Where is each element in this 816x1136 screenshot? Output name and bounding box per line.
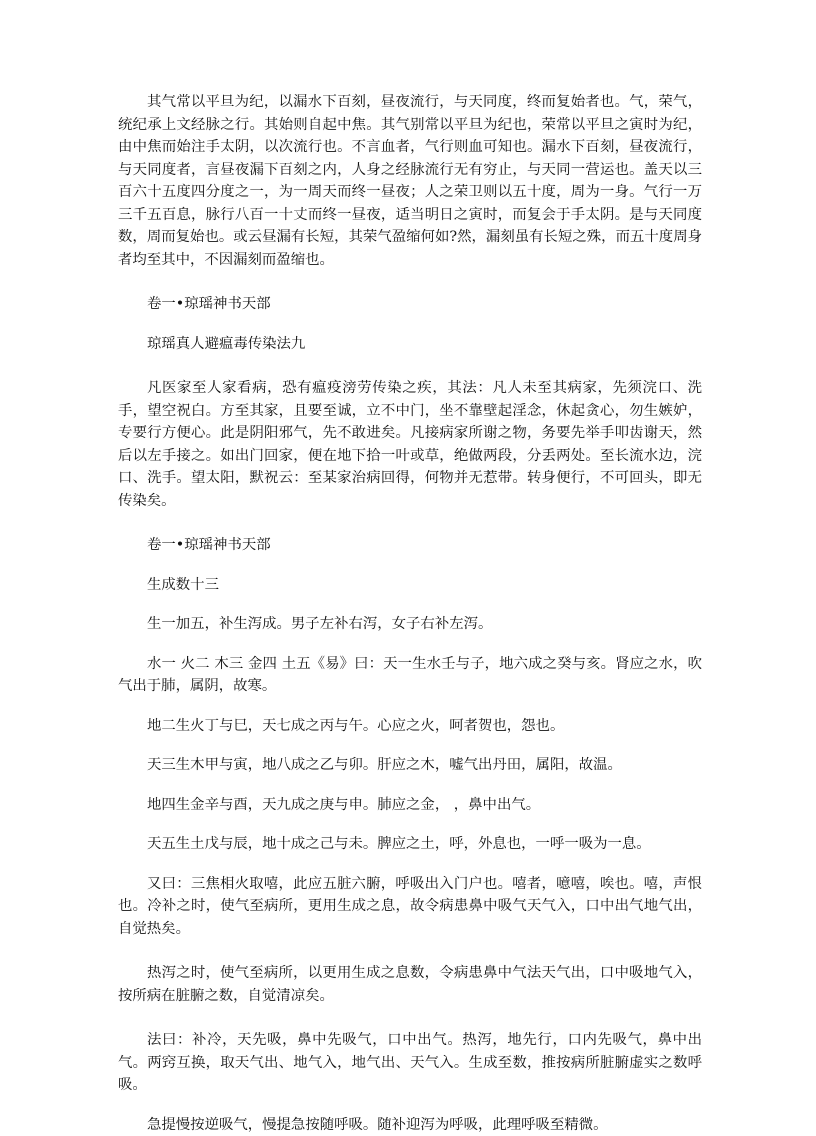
paragraph-epidemic-method: 凡医家至人家看病，恐有瘟疫滂劳传染之疾，其法：凡人未至其病家，先须浣口、洗手，望空祝白。方至其家，且要至诚，立不中门，坐不靠壁起淫念，休起贪心，勿生嫉妒，专要行方便心。此是阴阳邪气，先不敢进矣。凡接病家所谢之物，务要先举手叩齿谢天，然后以左手接之。如出门回家，便在地下拾一叶或草，绝做两段，分丢两处。至长流水边，浣口、洗手。望太阳，默祝云：至某家治病回得，何物并无惹带。转身便行，不可回头，即无传染矣。 bbox=[118, 377, 702, 512]
paragraph-water-kidney: 水一 火二 木三 金四 土五《易》曰：天一生水壬与子，地六成之癸与亥。肾应之水，吹气出于肺，属阴，故寒。 bbox=[118, 653, 702, 698]
paragraph-needle-breathing: 急提慢按逆吸气，慢提急按随呼吸。随补迎泻为呼吸，此理呼吸至精微。 bbox=[118, 1114, 702, 1136]
document-page bbox=[118, 91, 702, 1136]
paragraph-wood-liver: 天三生木甲与寅，地八成之乙与卯。肝应之木，嘘气出丹田，属阳，故温。 bbox=[118, 754, 702, 777]
paragraph-reinforce-reduce: 生一加五，补生泻成。男子左补右泻，女子右补左泻。 bbox=[118, 613, 702, 636]
paragraph-method-rule: 法曰：补冷，天先吸，鼻中先吸气，口中出气。热泻，地先行，口内先吸气，鼻中出气。两窍互换，取天气出、地气入，地气出、天气入。生成至数，推按病所脏腑虚实之数呼吸。 bbox=[118, 1029, 702, 1097]
paragraph-metal-lung: 地四生金辛与酉，天九成之庚与申。肺应之金， ，鼻中出气。 bbox=[118, 794, 702, 817]
paragraph-earth-spleen: 天五生土戊与辰，地十成之己与未。脾应之土，呼，外息也，一呼一吸为一息。 bbox=[118, 833, 702, 856]
paragraph-fire-heart: 地二生火丁与巳，天七成之丙与午。心应之火，呵者贺也，怨也。 bbox=[118, 715, 702, 738]
section-heading-volume-one-repeat: 卷一•琼瑶神书天部 bbox=[118, 534, 702, 557]
section-title-epidemic-method: 琼瑶真人避瘟毒传染法九 bbox=[118, 333, 702, 356]
section-title-generation-numbers: 生成数十三 bbox=[118, 574, 702, 597]
paragraph-triple-burner: 又曰：三焦相火取嘻，此应五脏六腑，呼吸出入门户也。嘻者，噫嘻，唉也。嘻，声恨也。冷补之时，使气至病所，更用生成之息，故令病患鼻中吸气天气入，口中出气地气出，自觉热矣。 bbox=[118, 873, 702, 941]
paragraph-qi-circulation: 其气常以平旦为纪，以漏水下百刻，昼夜流行，与天同度，终而复始者也。气，荣气，统纪承上文经脉之行。其始则自起中焦。其气别常以平旦为纪也，荣常以平旦之寅时为纪，由中焦而始注手太阴，以次流行也。不言血者，气行则血可知也。漏水下百刻，昼夜流行，与天同度者，言昼夜漏下百刻之内，人身之经脉流行无有穷止，与天同一营运也。盖天以三百六十五度四分度之一，为一周天而终一昼夜；人之荣卫则以五十度，周为一身。气行一万三千五百息，脉行八百一十丈而终一昼夜，适当明日之寅时，而复会于手太阴。是与天同度数，周而复始也。或云昼漏有长短，其荣气盈缩何如?然，漏刻虽有长短之殊，而五十度周身者均至其中，不因漏刻而盈缩也。 bbox=[118, 91, 702, 271]
paragraph-heat-reduce: 热泻之时，使气至病所，以更用生成之息数，令病患鼻中气法天气出，口中吸地气入，按所病在脏腑之数，自觉清凉矣。 bbox=[118, 962, 702, 1007]
section-heading-volume-one: 卷一•琼瑶神书天部 bbox=[118, 293, 702, 316]
